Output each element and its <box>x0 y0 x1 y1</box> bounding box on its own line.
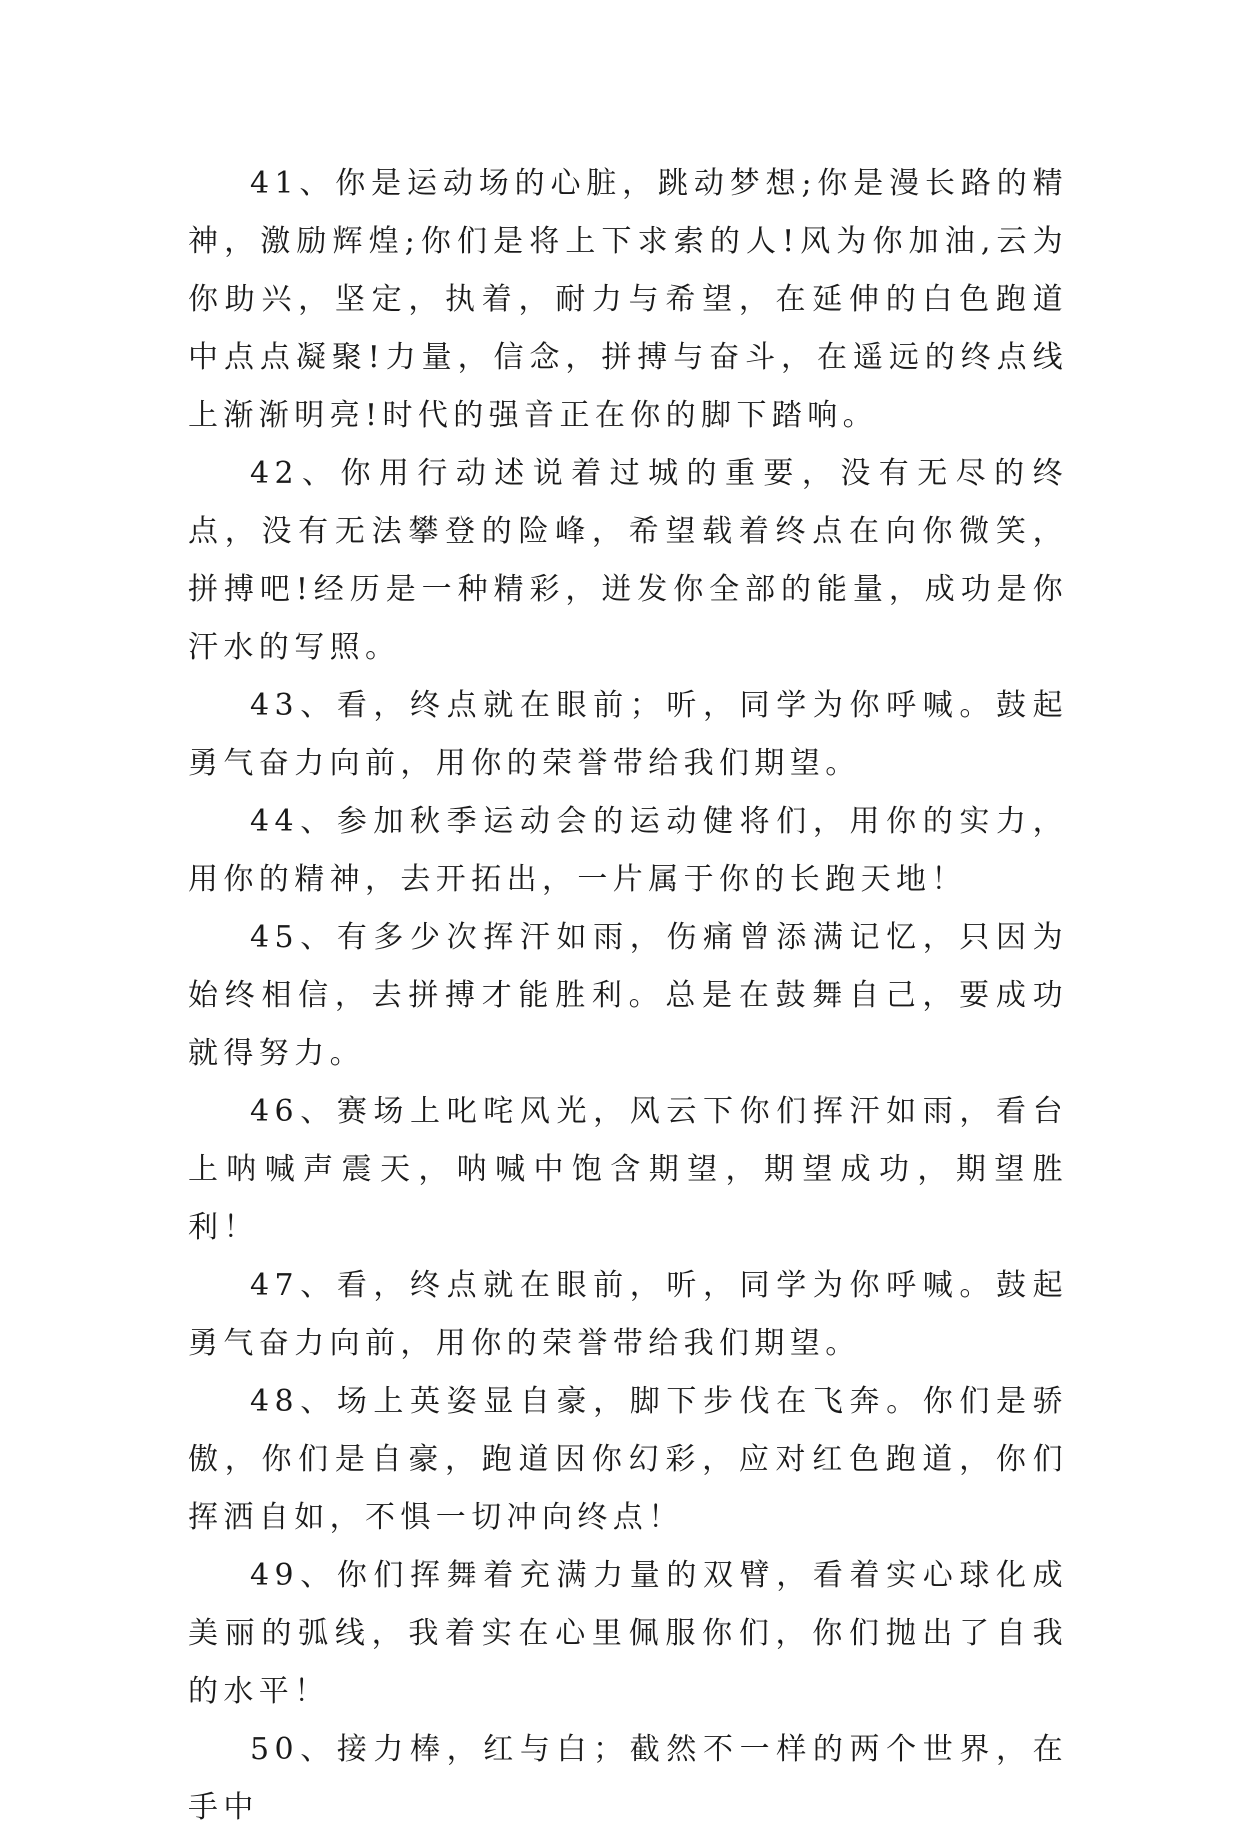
document-body <box>188 155 1068 1837</box>
paragraph-48: 48、场上英姿显自豪，脚下步伐在飞奔。你们是骄傲，你们是自豪，跑道因你幻彩，应对红色跑道，你们挥洒自如，不惧一切冲向终点！ <box>188 1384 1068 1535</box>
paragraph-49: 49、你们挥舞着充满力量的双臂，看着实心球化成美丽的弧线，我着实在心里佩服你们，你们抛出了自我的水平！ <box>188 1558 1068 1709</box>
paragraph-41: 41、你是运动场的心脏，跳动梦想;你是漫长路的精神，激励辉煌;你们是将上下求索的人!风为你加油,云为你助兴，坚定，执着，耐力与希望，在延伸的白色跑道中点点凝聚!力量，信念，拼搏与奋斗，在遥远的终点线上渐渐明亮!时代的强音正在你的脚下踏响。 <box>188 166 1068 433</box>
paragraph-46: 46、赛场上叱咤风光，风云下你们挥汗如雨，看台上呐喊声震天，呐喊中饱含期望，期望成功，期望胜利！ <box>188 1094 1068 1245</box>
paragraph-44: 44、参加秋季运动会的运动健将们，用你的实力，用你的精神，去开拓出，一片属于你的长跑天地！ <box>188 804 1068 897</box>
paragraph-43: 43、看，终点就在眼前；听，同学为你呼喊。鼓起勇气奋力向前，用你的荣誉带给我们期望。 <box>188 688 1068 781</box>
paragraph-50: 50、接力棒，红与白；截然不一样的两个世界，在手中 <box>188 1732 1068 1825</box>
paragraph-45: 45、有多少次挥汗如雨，伤痛曾添满记忆，只因为始终相信，去拼搏才能胜利。总是在鼓舞自己，要成功就得努力。 <box>188 920 1068 1071</box>
paragraph-47: 47、看，终点就在眼前，听，同学为你呼喊。鼓起勇气奋力向前，用你的荣誉带给我们期望。 <box>188 1268 1068 1361</box>
paragraph-42: 42、你用行动述说着过城的重要，没有无尽的终点，没有无法攀登的险峰，希望载着终点在向你微笑，拼搏吧!经历是一种精彩，迸发你全部的能量，成功是你汗水的写照。 <box>188 456 1068 665</box>
